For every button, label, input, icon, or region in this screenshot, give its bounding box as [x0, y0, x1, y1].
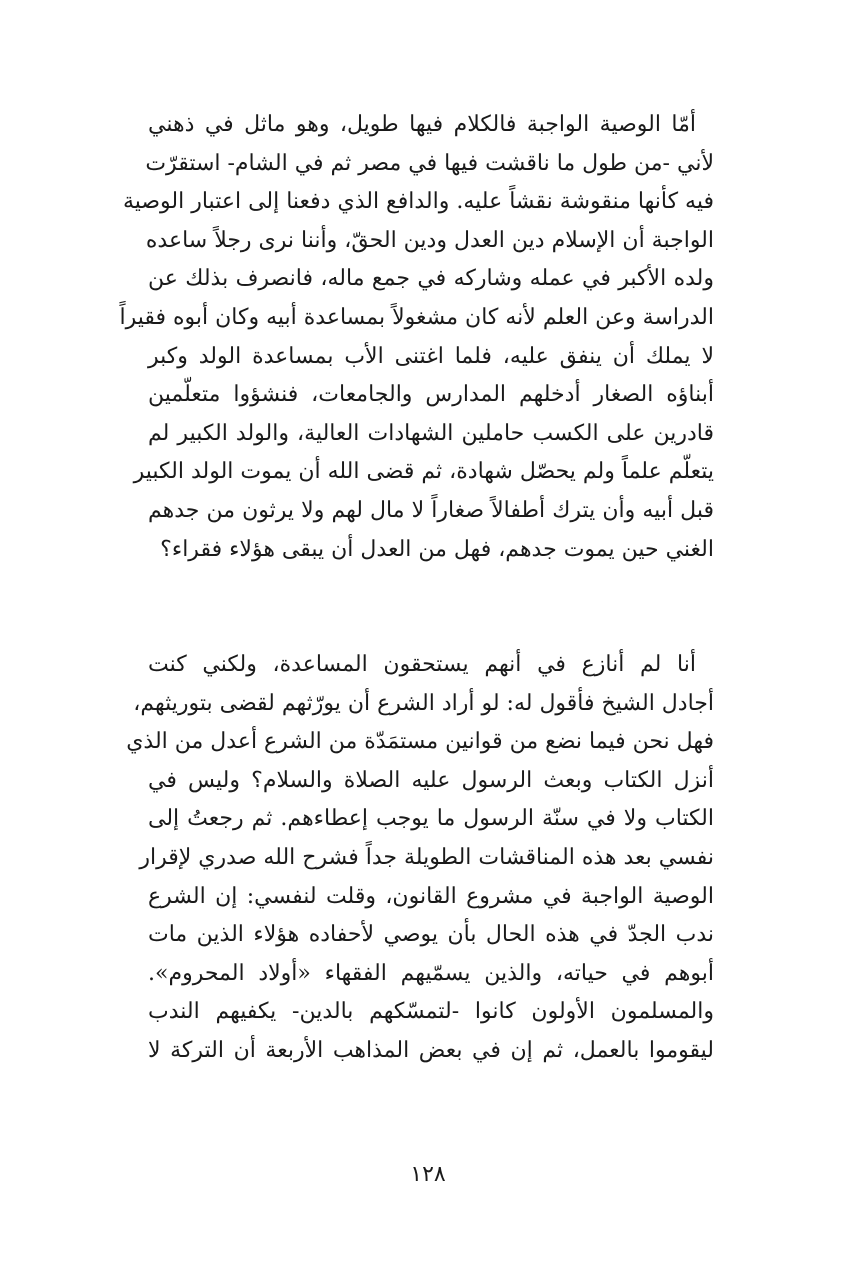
- text-line: والمسلمون الأولون كانوا -لتمسّكهم بالدين- يكفيهم الندب: [148, 999, 714, 1025]
- paragraph-1: [119, 106, 714, 569]
- text-line: أبوهم في حياته، والذين يسمّيهم الفقهاء «أولاد المحروم».: [148, 960, 714, 986]
- text-line: ندب الجدّ في هذه الحال بأن يوصي لأحفاده هؤلاء الذين مات: [148, 922, 714, 948]
- text-line: ليقوموا بالعمل، ثم إن في بعض المذاهب الأربعة أن التركة لا: [148, 1037, 714, 1063]
- text-line: فهل نحن فيما نضع من قوانين مستمَدّة من الشرع أعدل من الذي: [126, 729, 714, 755]
- text-line: الواجبة أن الإسلام دين العدل ودين الحقّ، وأننا نرى رجلاً ساعده: [145, 227, 714, 253]
- text-line: لأني -من طول ما ناقشت فيها في مصر ثم في الشام- استقرّت: [145, 150, 714, 176]
- text-line: قادرين على الكسب حاملين الشهادات العالية، والولد الكبير لم: [148, 420, 714, 446]
- text-line: نفسي بعد هذه المناقشات الطويلة جداً فشرح الله صدري لإقرار: [139, 844, 714, 870]
- text-line: الدراسة وعن العلم لأنه كان مشغولاً بمساعدة أبيه وكان أبوه فقيراً: [119, 304, 714, 330]
- paragraph-2: [126, 646, 714, 1071]
- text-line: أمّا الوصية الواجبة فالكلام فيها طويل، وهو ماثل في ذهني: [148, 112, 696, 137]
- text-line: أجادل الشيخ فأقول له: لو أراد الشرع أن يورّثهم لقضى بتوريثهم،: [133, 690, 714, 716]
- text-line: الغني حين يموت جدهم، فهل من العدل أن يبقى هؤلاء فقراء؟: [160, 536, 714, 562]
- text-line: الوصية الواجبة في مشروع القانون، وقلت لنفسي: إن الشرع: [148, 883, 714, 909]
- text-line: ولده الأكبر في عمله وشاركه في جمع ماله، فانصرف بذلك عن: [148, 266, 714, 292]
- text-line: أنا لم أنازع في أنهم يستحقون المساعدة، ولكني كنت: [148, 652, 696, 677]
- text-line: لا يملك أن ينفق عليه، فلما اغتنى الأب بمساعدة الولد وكبر: [148, 343, 714, 369]
- text-line: الكتاب ولا في سنّة الرسول ما يوجب إعطاءهم. ثم رجعتُ إلى: [148, 806, 714, 832]
- text-line: فيه كأنها منقوشة نقشاً عليه. والدافع الذي دفعنا إلى اعتبار الوصية: [122, 189, 714, 215]
- page-number: ١٢٨: [410, 1162, 446, 1187]
- text-line: أبناؤه الصغار أدخلهم المدارس والجامعات، فنشؤوا متعلّمين: [148, 382, 714, 408]
- text-line: يتعلّم علماً ولم يحصّل شهادة، ثم قضى الله أن يموت الولد الكبير: [133, 459, 714, 485]
- text-line: أنزل الكتاب وبعث الرسول عليه الصلاة والسلام؟ وليس في: [148, 767, 714, 793]
- text-line: قبل أبيه وأن يترك أطفالاً صغاراً لا مال لهم ولا يرثون من جدهم: [148, 497, 714, 523]
